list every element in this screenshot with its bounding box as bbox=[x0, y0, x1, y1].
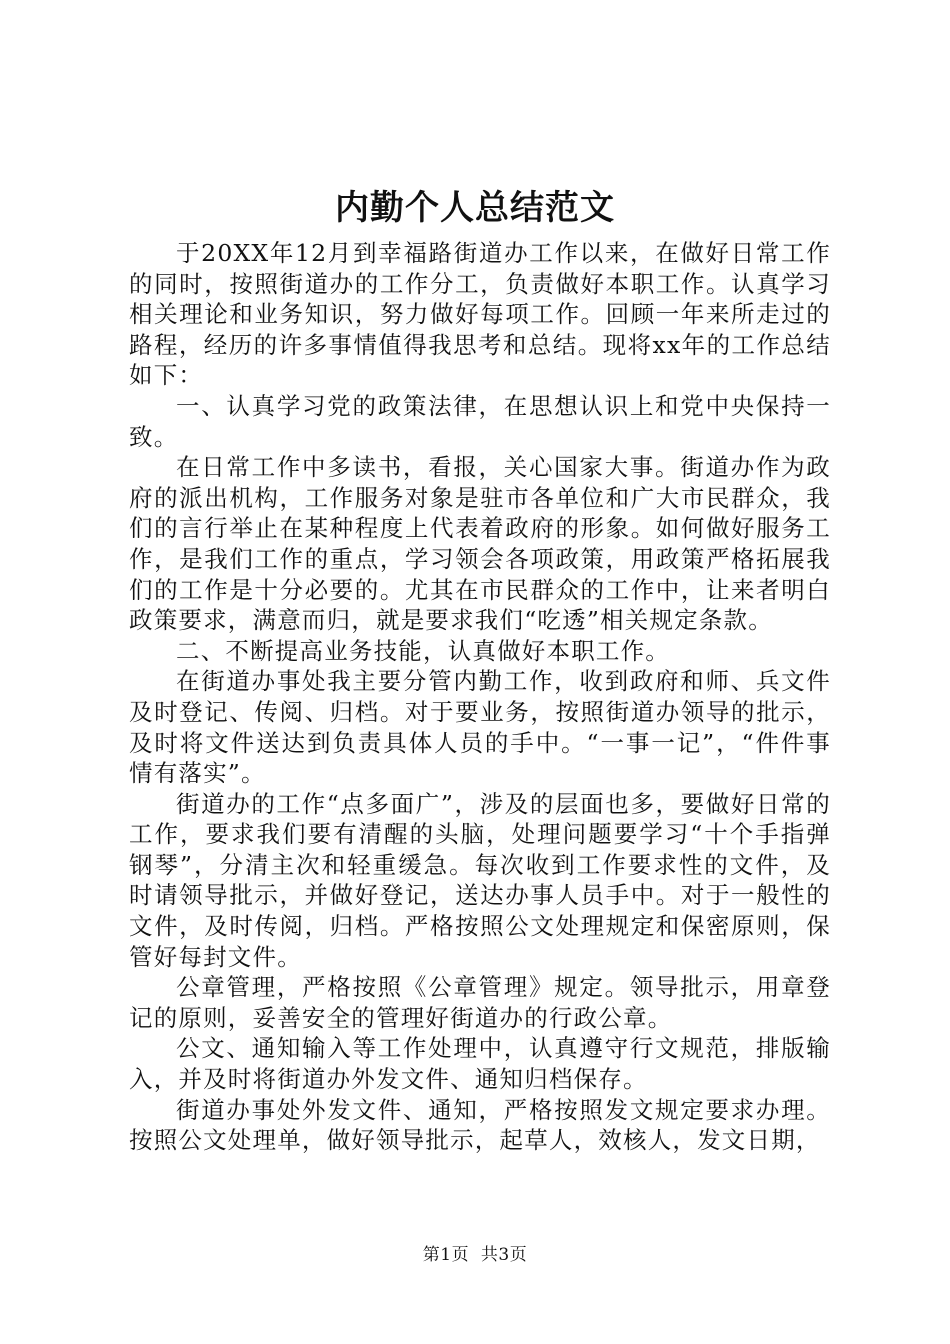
document-body bbox=[129, 238, 831, 1156]
page-footer bbox=[0, 1243, 950, 1267]
paragraph-workload: 街道办的工作“点多面广”，涉及的层面也多，要做好日常的工作，要求我们要有清醒的头脑，处理问题要学习“十个手指弹钢琴”，分清主次和轻重缓急。每次收到工作要求性的文件，及时请领导批示，并做好登记，送达办事人员手中。对于一般性的文件，及时传阅，归档。严格按照公文处理规定和保密原则，保管好每封文件。 bbox=[129, 789, 831, 971]
section-heading-2: 二、不断提高业务技能，认真做好本职工作。 bbox=[176, 636, 670, 665]
paragraph-document-input: 公文、通知输入等工作处理中，认真遵守行文规范，排版输入，并及时将街道办外发文件、通知归档保存。 bbox=[129, 1034, 831, 1094]
section-heading-1: 一、认真学习党的政策法律，在思想认识上和党中央保持一致。 bbox=[129, 391, 831, 451]
paragraph-intro: 于20XX年12月到幸福路街道办工作以来，在做好日常工作的同时，按照街道办的工作分工，负责做好本职工作。认真学习相关理论和业务知识，努力做好每项工作。回顾一年来所走过的路程，经历的许多事情值得我思考和总结。现将xx年的工作总结如下： bbox=[129, 239, 831, 390]
paragraph-outgoing-documents: 街道办事处外发文件、通知，严格按照发文规定要求办理。按照公文处理单，做好领导批示，起草人，效核人，发文日期， bbox=[129, 1095, 831, 1155]
page-number: 第1页 bbox=[422, 1245, 470, 1265]
footer-spacer bbox=[469, 1245, 481, 1265]
paragraph-seal-management: 公章管理，严格按照《公章管理》规定。领导批示，用章登记的原则，妥善安全的管理好街道办的行政公章。 bbox=[129, 973, 831, 1032]
paragraph-study: 在日常工作中多读书，看报，关心国家大事。街道办作为政府的派出机构，工作服务对象是驻市各单位和广大市民群众，我们的言行举止在某种程度上代表着政府的形象。如何做好服务工作，是我们工作的重点，学习领会各项政策，用政策严格拓展我们的工作是十分必要的。尤其在市民群众的工作中，让来者明白政策要求，满意而归，就是要求我们“吃透”相关规定条款。 bbox=[129, 453, 831, 635]
paragraph-internal-duty: 在街道办事处我主要分管内勤工作，收到政府和师、兵文件及时登记、传阅、归档。对于要业务，按照街道办领导的批示，及时将文件送达到负责具体人员的手中。“一事一记”，“件件事情有落实”。 bbox=[129, 667, 831, 788]
document-title: 内勤个人总结范文 bbox=[335, 188, 615, 228]
page-total: 共3页 bbox=[480, 1245, 528, 1265]
